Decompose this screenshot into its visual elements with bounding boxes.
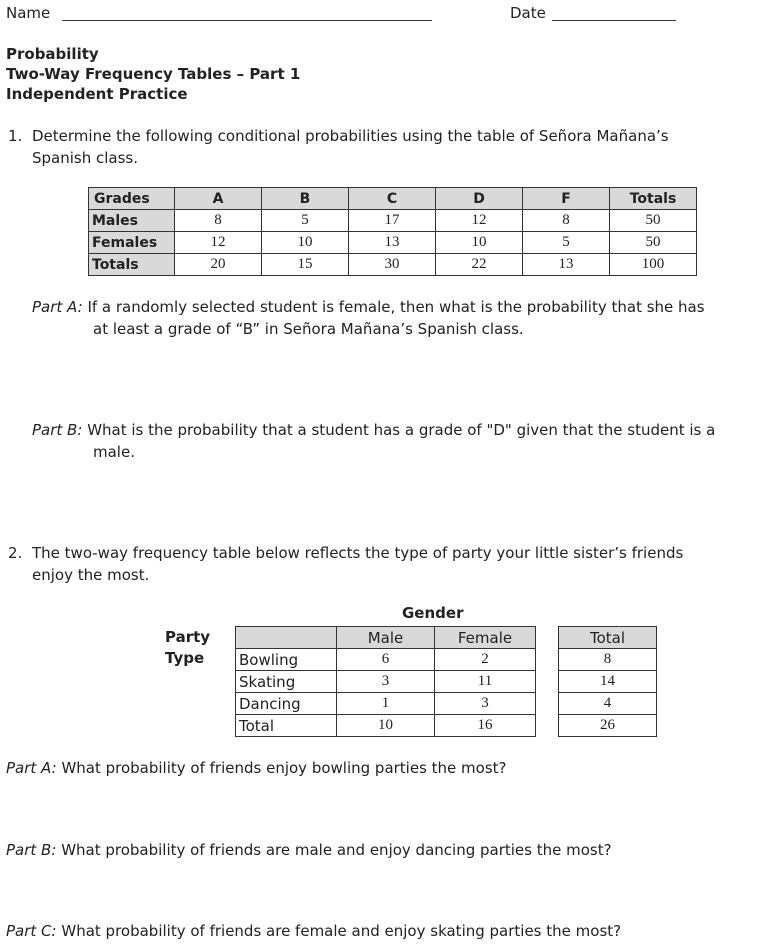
table-cell: 12	[436, 210, 523, 232]
col-header-total: Total	[559, 627, 657, 649]
table-cell: 5	[262, 210, 349, 232]
table-row	[89, 188, 697, 210]
q1-partA-label: Part A:	[32, 298, 83, 316]
q1-partA-line1: If a randomly selected student is female, then what is the probability that she has	[87, 298, 705, 316]
spacer-cell	[536, 671, 559, 693]
table-cell: 5	[523, 232, 610, 254]
q1-partB-label: Part B:	[32, 421, 83, 439]
name-line[interactable]	[62, 20, 432, 21]
q1-partA	[32, 296, 705, 318]
table-cell: 14	[559, 671, 657, 693]
table-row	[236, 671, 657, 693]
grades-header: Grades	[89, 188, 175, 210]
table-cell: 50	[610, 210, 697, 232]
title-practice: Independent Practice	[6, 85, 188, 103]
row-label-bowling: Bowling	[236, 649, 337, 671]
row-label-skating: Skating	[236, 671, 337, 693]
q2-partA-label: Part A:	[6, 759, 57, 777]
table-cell: 11	[435, 671, 536, 693]
table-row	[236, 715, 657, 737]
q2-partC	[6, 920, 621, 942]
table-cell: 22	[436, 254, 523, 276]
corner-cell	[236, 627, 337, 649]
row-label-dancing: Dancing	[236, 693, 337, 715]
col-header-d: D	[436, 188, 523, 210]
title-probability: Probability	[6, 45, 99, 63]
q2-partA	[6, 757, 507, 779]
table-cell: 3	[435, 693, 536, 715]
spacer-cell	[536, 715, 559, 737]
grades-table	[88, 187, 697, 276]
q2-text-line2: enjoy the most.	[32, 566, 150, 584]
q1-partB-line1: What is the probability that a student has a grade of "D" given that the student is a	[87, 421, 716, 439]
table-row	[89, 254, 697, 276]
q2-partC-label: Part C:	[6, 922, 57, 940]
col-header-f: F	[523, 188, 610, 210]
table-row	[236, 627, 657, 649]
col-header-a: A	[175, 188, 262, 210]
table-row	[236, 649, 657, 671]
table-cell: 50	[610, 232, 697, 254]
q2-partC-text: What probability of friends are female and enjoy skating parties the most?	[61, 922, 622, 940]
col-header-totals: Totals	[610, 188, 697, 210]
table-row	[89, 210, 697, 232]
table-cell: 17	[349, 210, 436, 232]
table-cell: 12	[175, 232, 262, 254]
table-cell: 13	[349, 232, 436, 254]
row-label-total: Total	[236, 715, 337, 737]
table-cell: 1	[337, 693, 435, 715]
table-cell: 6	[337, 649, 435, 671]
q2-text-line1: The two-way frequency table below reflects the type of party your little sister’s friends	[32, 544, 684, 562]
q2-partA-text: What probability of friends enjoy bowling parties the most?	[61, 759, 507, 777]
table-cell: 100	[610, 254, 697, 276]
name-label: Name	[6, 4, 51, 22]
table-cell: 8	[559, 649, 657, 671]
spacer-cell	[536, 627, 559, 649]
table-cell: 10	[337, 715, 435, 737]
table-cell: 16	[435, 715, 536, 737]
table-cell: 30	[349, 254, 436, 276]
row-label-males: Males	[89, 210, 175, 232]
party-label: Party	[165, 628, 211, 646]
q1-text-line2: Spanish class.	[32, 149, 139, 167]
q1-partA-line2: at least a grade of “B” in Señora Mañana’s Spanish class.	[93, 320, 524, 338]
table-row	[236, 693, 657, 715]
party-table	[235, 626, 657, 737]
type-label: Type	[165, 649, 205, 667]
q1-number: 1.	[8, 127, 23, 145]
col-header-b: B	[262, 188, 349, 210]
date-label: Date	[510, 4, 546, 22]
row-label-totals: Totals	[89, 254, 175, 276]
table-cell: 4	[559, 693, 657, 715]
q1-text-line1: Determine the following conditional probabilities using the table of Señora Mañana’s	[32, 127, 669, 145]
q2-partB-text: What probability of friends are male and enjoy dancing parties the most?	[61, 841, 612, 859]
table-cell: 13	[523, 254, 610, 276]
table-cell: 10	[262, 232, 349, 254]
title-subject: Two-Way Frequency Tables – Part 1	[6, 65, 301, 83]
table-row	[89, 232, 697, 254]
gender-label: Gender	[402, 604, 464, 622]
table-cell: 2	[435, 649, 536, 671]
q1-partB-line2: male.	[93, 443, 135, 461]
q2-partB	[6, 839, 612, 861]
q1-partB	[32, 419, 715, 441]
table-cell: 3	[337, 671, 435, 693]
table-cell: 8	[523, 210, 610, 232]
q2-partB-label: Part B:	[6, 841, 57, 859]
col-header-male: Male	[337, 627, 435, 649]
spacer-cell	[536, 649, 559, 671]
col-header-female: Female	[435, 627, 536, 649]
table-cell: 10	[436, 232, 523, 254]
q2-number: 2.	[8, 544, 23, 562]
table-cell: 8	[175, 210, 262, 232]
spacer-cell	[536, 693, 559, 715]
row-label-females: Females	[89, 232, 175, 254]
col-header-c: C	[349, 188, 436, 210]
table-cell: 15	[262, 254, 349, 276]
table-cell: 26	[559, 715, 657, 737]
table-cell: 20	[175, 254, 262, 276]
date-line[interactable]	[552, 20, 676, 21]
